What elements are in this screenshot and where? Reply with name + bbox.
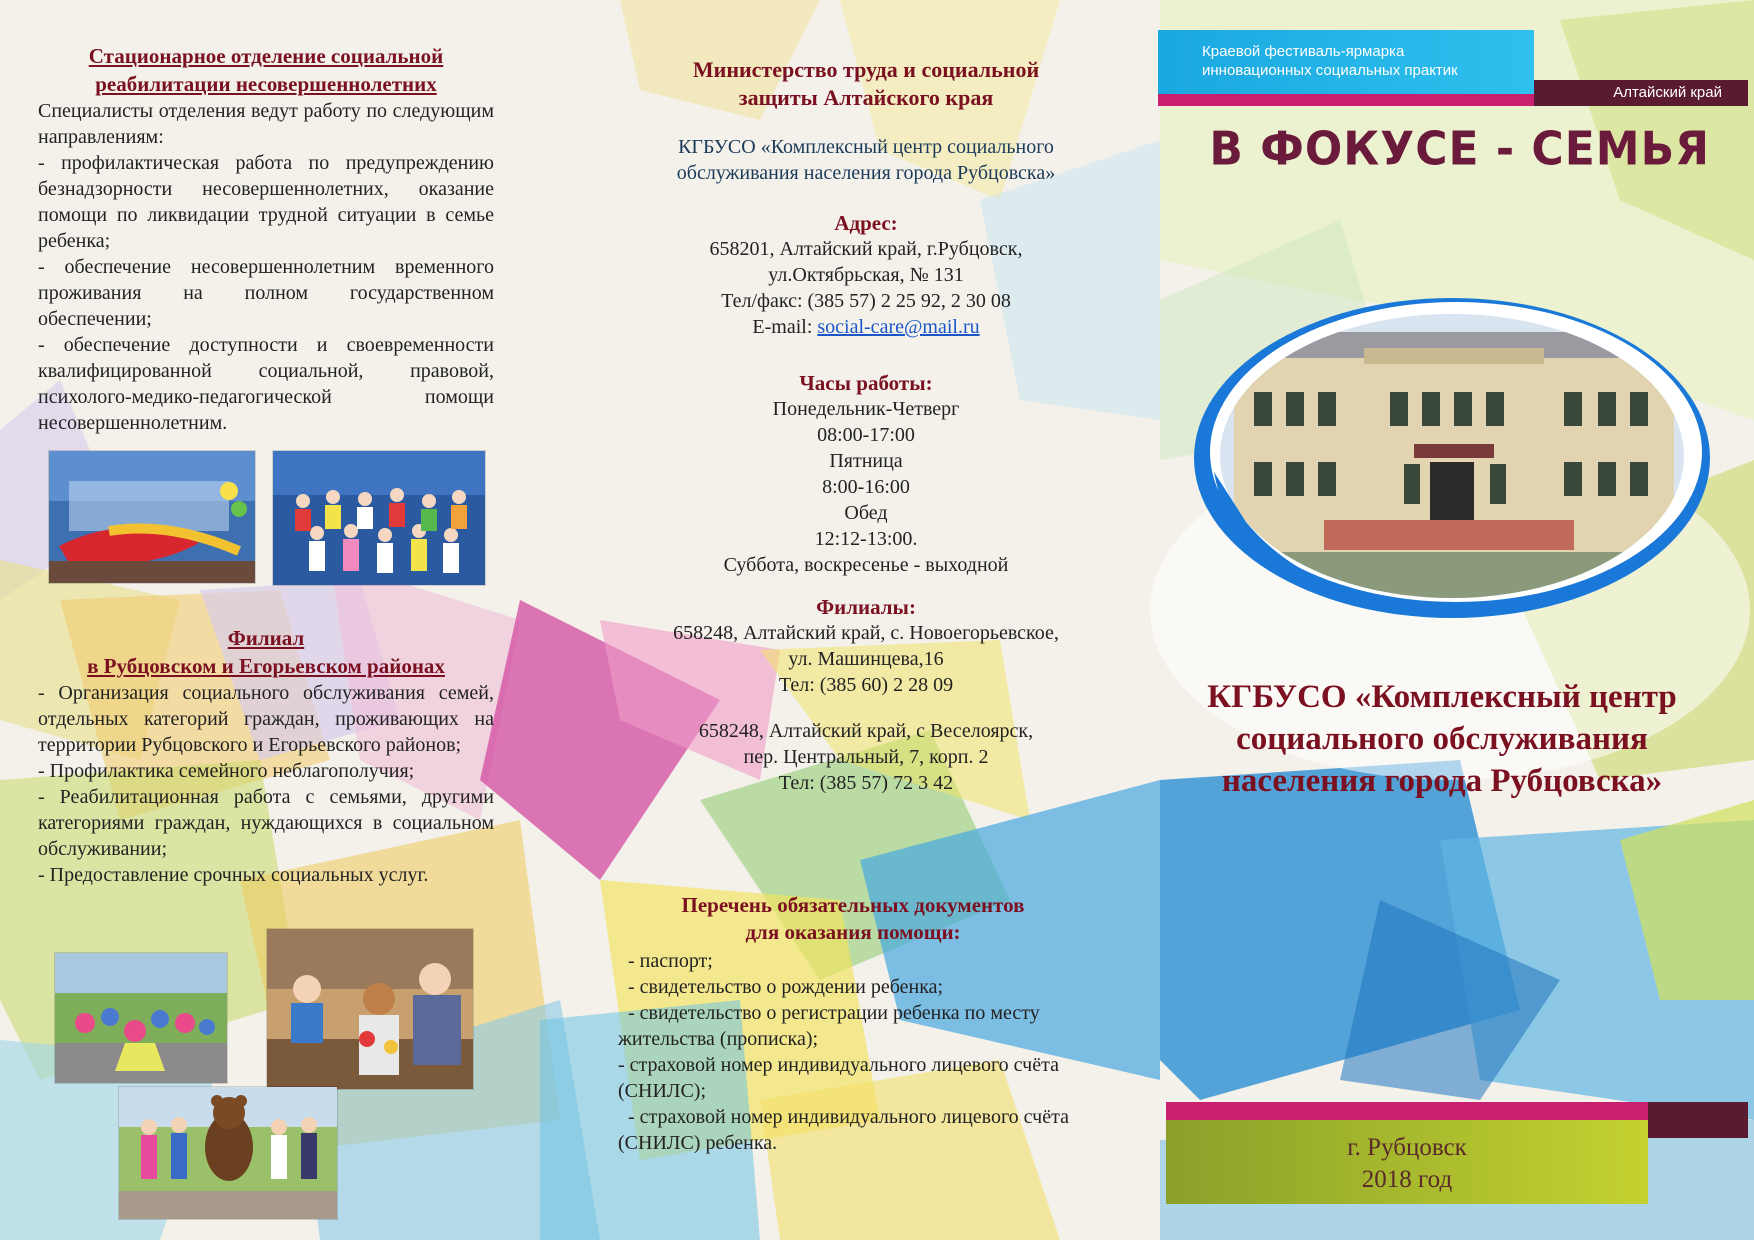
headline: В ФОКУСЕ - СЕМЬЯ <box>1209 122 1710 177</box>
bottom-maroon-block <box>1648 1102 1748 1138</box>
photo-mascot-bear <box>118 1086 338 1220</box>
section-title-stationary: Стационарное отделение социальной реабилитации несовершеннолетних <box>88 44 444 96</box>
documents-section <box>618 892 1088 1156</box>
list-item: - паспорт; <box>628 950 713 972</box>
hours-block: Понедельник-Четверг 08:00-17:00 Пятница 8:00-16:00 Обед 12:12-13:00. Суббота, воскресенье - выходной <box>723 398 1009 576</box>
list-item: - обеспечение доступности и своевременности квалифицированной социальной, правовой, психолого-медико-педагогической помощи несовершеннолетним. <box>38 334 494 434</box>
city: г. Рубцовск <box>1347 1134 1467 1161</box>
left-column <box>38 42 494 436</box>
list-item: - Реабилитационная работа с семьями, другими категориями граждан, нуждающихся в социальном обслуживании; <box>38 786 494 860</box>
photo-children-performance <box>48 450 256 584</box>
festival-banner: Краевой фестиваль-ярмарка инновационных социальных практик <box>1158 30 1534 94</box>
section-title-branch: Филиал в Рубцовском и Егорьевском районах <box>87 626 445 678</box>
phone-fax: Тел/факс: (385 57) 2 25 92, 2 30 08 <box>721 290 1011 312</box>
year: 2018 год <box>1361 1166 1453 1193</box>
list-item: - обеспечение несовершеннолетним временного проживания на полном государственном обеспечении; <box>38 256 494 330</box>
magenta-strip <box>1158 94 1534 106</box>
address-block: 658201, Алтайский край, г.Рубцовск, ул.Октябрьская, № 131 Тел/факс: (385 57) 2 25 92, 2 30 08 E-mail: social-care@mail.ru <box>606 236 1126 340</box>
address-title: Адрес: <box>834 211 898 235</box>
list-item: - свидетельство о рождении ребенка; <box>628 976 944 998</box>
list-item: - свидетельство о регистрации ребенка по месту жительства (прописка); <box>618 1002 1040 1050</box>
org-title: КГБУСО «Комплексный центр социального обслуживания населения города Рубцовска» <box>1207 679 1677 799</box>
documents-title: Перечень обязательных документов для оказания помощи: <box>681 893 1025 944</box>
email-line: E-mail: social-care@mail.ru <box>752 316 980 338</box>
building-photo-frame <box>1194 292 1712 618</box>
branches-title: Филиалы: <box>816 595 916 619</box>
photo-children-class <box>266 928 474 1090</box>
building-photo <box>1194 292 1712 618</box>
list-item: - Предоставление срочных социальных услуг. <box>38 864 429 886</box>
city-year-banner <box>1166 1120 1648 1204</box>
photo-children-group <box>272 450 486 586</box>
photo-outdoor-event <box>54 952 228 1084</box>
org-name: КГБУСО «Комплексный центр социального обслуживания населения города Рубцовска» <box>676 136 1056 184</box>
hours-title: Часы работы: <box>799 371 933 395</box>
branch-1: 658248, Алтайский край, с. Новоегорьевское, ул. Машинцева,16 Тел: (385 60) 2 28 09 <box>673 622 1059 696</box>
region-banner: Алтайский край <box>1534 80 1748 106</box>
middle-column <box>606 56 1126 796</box>
documents-list <box>618 948 1088 1156</box>
list-item: - Профилактика семейного неблагополучия; <box>38 760 415 782</box>
list-item: - страховой номер индивидуального лицевого счёта (СНИЛС); <box>618 1054 1059 1102</box>
list-item: - страховой номер индивидуального лицевого счёта (СНИЛС) ребенка. <box>618 1106 1069 1154</box>
section-intro: Специалисты отделения ведут работу по следующим направлениям: <box>38 100 494 148</box>
left-column-branch <box>38 624 494 888</box>
email-link[interactable]: social-care@mail.ru <box>817 316 980 338</box>
ministry-title: Министерство труда и социальной защиты Алтайского края <box>692 57 1040 110</box>
list-item: - профилактическая работа по предупреждению безнадзорности несовершеннолетних, оказание помощи по ликвидации трудной ситуации в семье ребенка; <box>38 152 494 252</box>
branch-2: 658248, Алтайский край, с Веселоярск, пер. Центральный, 7, корп. 2 Тел: (385 57) 72 3 42 <box>698 720 1034 794</box>
list-item: - Организация социального обслуживания семей, отдельных категорий граждан, проживающих на территории Рубцовского и Егорьевского районов; <box>38 682 494 756</box>
